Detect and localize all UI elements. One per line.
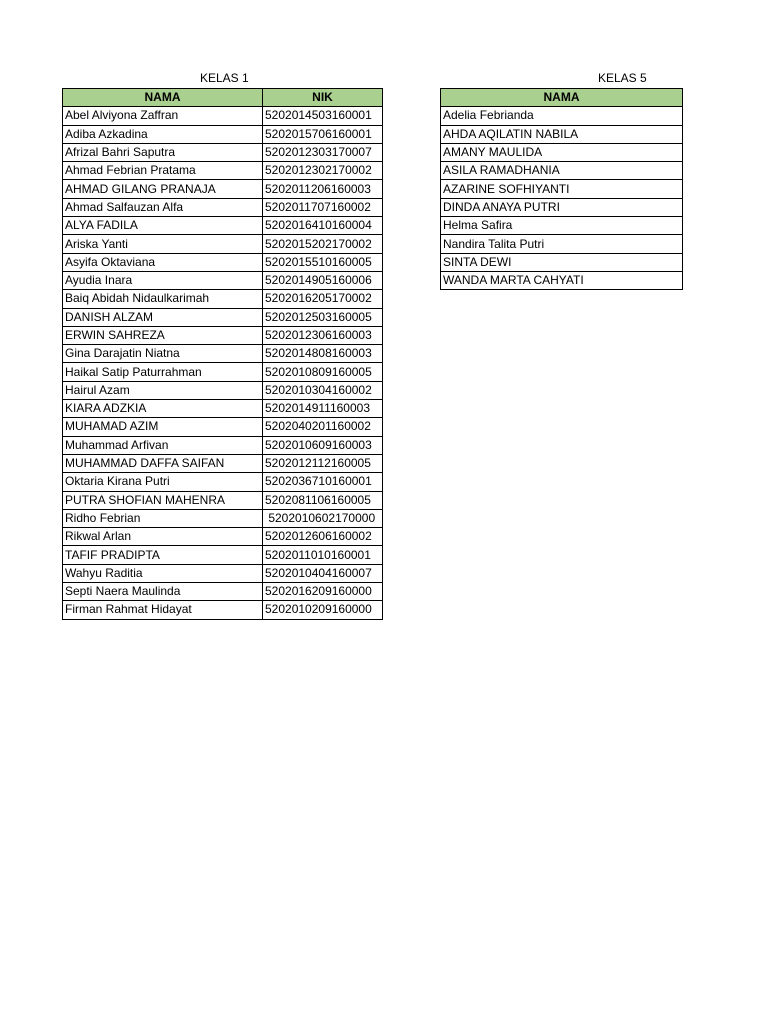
kelas5-header-nama: NAMA bbox=[441, 89, 683, 107]
student-name-cell: Rikwal Arlan bbox=[63, 528, 263, 546]
table-row bbox=[441, 253, 683, 271]
student-name-cell: ALYA FADILA bbox=[63, 217, 263, 235]
student-name-cell: Adiba Azkadina bbox=[63, 125, 263, 143]
kelas1-header-nik: NIK bbox=[263, 89, 383, 107]
student-name-cell: KIARA ADZKIA bbox=[63, 400, 263, 418]
table-row bbox=[63, 528, 383, 546]
student-name-cell: Oktaria Kirana Putri bbox=[63, 473, 263, 491]
kelas5-header-row bbox=[441, 89, 683, 107]
student-nik-cell: 5202010209160000 bbox=[263, 601, 383, 619]
table-row bbox=[441, 162, 683, 180]
table-row bbox=[441, 125, 683, 143]
student-nik-cell: 5202012606160002 bbox=[263, 528, 383, 546]
student-nik-cell: 5202010602170000 bbox=[263, 509, 383, 527]
student-name-cell: Hairul Azam bbox=[63, 381, 263, 399]
table-row bbox=[63, 326, 383, 344]
student-nik-cell: 5202010304160002 bbox=[263, 381, 383, 399]
student-nik-cell: 5202081106160005 bbox=[263, 491, 383, 509]
student-name-cell: Ahmad Salfauzan Alfa bbox=[63, 198, 263, 216]
table-row bbox=[63, 564, 383, 582]
student-nik-cell: 5202016410160004 bbox=[263, 217, 383, 235]
student-name-cell: DINDA ANAYA PUTRI bbox=[441, 198, 683, 216]
table-row bbox=[63, 418, 383, 436]
student-nik-cell: 5202040201160002 bbox=[263, 418, 383, 436]
student-name-cell: AMANY MAULIDA bbox=[441, 143, 683, 161]
student-nik-cell: 5202012503160005 bbox=[263, 308, 383, 326]
student-nik-cell: 5202016205170002 bbox=[263, 290, 383, 308]
student-nik-cell: 5202012306160003 bbox=[263, 326, 383, 344]
student-name-cell: Baiq Abidah Nidaulkarimah bbox=[63, 290, 263, 308]
table-row bbox=[63, 491, 383, 509]
student-name-cell: Afrizal Bahri Saputra bbox=[63, 143, 263, 161]
student-nik-cell: 5202014503160001 bbox=[263, 107, 383, 125]
table-row bbox=[63, 290, 383, 308]
table-row bbox=[63, 400, 383, 418]
student-name-cell: Haikal Satip Paturrahman bbox=[63, 363, 263, 381]
table-row bbox=[63, 107, 383, 125]
student-name-cell: SINTA DEWI bbox=[441, 253, 683, 271]
student-name-cell: Nandira Talita Putri bbox=[441, 235, 683, 253]
table-row bbox=[441, 107, 683, 125]
student-nik-cell: 5202011707160002 bbox=[263, 198, 383, 216]
student-nik-cell: 5202014911160003 bbox=[263, 400, 383, 418]
student-name-cell: Adelia Febrianda bbox=[441, 107, 683, 125]
student-nik-cell: 5202010404160007 bbox=[263, 564, 383, 582]
student-name-cell: MUHAMMAD DAFFA SAIFAN bbox=[63, 454, 263, 472]
table-row bbox=[63, 253, 383, 271]
table-row bbox=[441, 143, 683, 161]
student-nik-cell: 5202012112160005 bbox=[263, 454, 383, 472]
table-row bbox=[63, 162, 383, 180]
student-name-cell: Helma Safira bbox=[441, 217, 683, 235]
kelas1-title: KELAS 1 bbox=[200, 71, 249, 85]
kelas5-title: KELAS 5 bbox=[598, 71, 647, 85]
kelas1-header-nama: NAMA bbox=[63, 89, 263, 107]
student-name-cell: Wahyu Raditia bbox=[63, 564, 263, 582]
student-name-cell: Ridho Febrian bbox=[63, 509, 263, 527]
student-nik-cell: 5202036710160001 bbox=[263, 473, 383, 491]
student-name-cell: ERWIN SAHREZA bbox=[63, 326, 263, 344]
table-row bbox=[441, 180, 683, 198]
student-name-cell: DANISH ALZAM bbox=[63, 308, 263, 326]
student-name-cell: Gina Darajatin Niatna bbox=[63, 345, 263, 363]
student-name-cell: Septi Naera Maulinda bbox=[63, 583, 263, 601]
student-name-cell: WANDA MARTA CAHYATI bbox=[441, 271, 683, 289]
student-name-cell: AHMAD GILANG PRANAJA bbox=[63, 180, 263, 198]
student-name-cell: MUHAMAD AZIM bbox=[63, 418, 263, 436]
table-row bbox=[63, 308, 383, 326]
student-name-cell: Ayudia Inara bbox=[63, 271, 263, 289]
student-name-cell: PUTRA SHOFIAN MAHENRA bbox=[63, 491, 263, 509]
student-name-cell: TAFIF PRADIPTA bbox=[63, 546, 263, 564]
table-row bbox=[63, 345, 383, 363]
table-row bbox=[63, 143, 383, 161]
table-row bbox=[63, 509, 383, 527]
table-row bbox=[63, 271, 383, 289]
table-row bbox=[63, 473, 383, 491]
student-name-cell: AHDA AQILATIN NABILA bbox=[441, 125, 683, 143]
table-row bbox=[441, 235, 683, 253]
table-row bbox=[63, 454, 383, 472]
table-row bbox=[63, 363, 383, 381]
student-name-cell: Firman Rahmat Hidayat bbox=[63, 601, 263, 619]
table-row bbox=[63, 180, 383, 198]
table-row bbox=[63, 125, 383, 143]
student-nik-cell: 5202010609160003 bbox=[263, 436, 383, 454]
table-row bbox=[63, 583, 383, 601]
student-name-cell: Ariska Yanti bbox=[63, 235, 263, 253]
student-nik-cell: 5202016209160000 bbox=[263, 583, 383, 601]
student-name-cell: Asyifa Oktaviana bbox=[63, 253, 263, 271]
table-row bbox=[441, 217, 683, 235]
student-name-cell: Abel Alviyona Zaffran bbox=[63, 107, 263, 125]
student-nik-cell: 5202015510160005 bbox=[263, 253, 383, 271]
student-name-cell: Ahmad Febrian Pratama bbox=[63, 162, 263, 180]
kelas5-table bbox=[440, 88, 683, 290]
table-row bbox=[63, 235, 383, 253]
student-nik-cell: 5202014808160003 bbox=[263, 345, 383, 363]
table-row bbox=[441, 198, 683, 216]
student-name-cell: Muhammad Arfivan bbox=[63, 436, 263, 454]
kelas1-table bbox=[62, 88, 383, 620]
table-row bbox=[441, 271, 683, 289]
student-nik-cell: 5202010809160005 bbox=[263, 363, 383, 381]
student-nik-cell: 5202011206160003 bbox=[263, 180, 383, 198]
student-nik-cell: 5202011010160001 bbox=[263, 546, 383, 564]
table-row bbox=[63, 436, 383, 454]
kelas1-header-row bbox=[63, 89, 383, 107]
student-nik-cell: 5202012303170007 bbox=[263, 143, 383, 161]
student-nik-cell: 5202015202170002 bbox=[263, 235, 383, 253]
table-row bbox=[63, 217, 383, 235]
student-nik-cell: 5202012302170002 bbox=[263, 162, 383, 180]
student-nik-cell: 5202015706160001 bbox=[263, 125, 383, 143]
table-row bbox=[63, 546, 383, 564]
table-row bbox=[63, 601, 383, 619]
student-nik-cell: 5202014905160006 bbox=[263, 271, 383, 289]
student-name-cell: AZARINE SOFHIYANTI bbox=[441, 180, 683, 198]
table-row bbox=[63, 381, 383, 399]
student-name-cell: ASILA RAMADHANIA bbox=[441, 162, 683, 180]
table-row bbox=[63, 198, 383, 216]
